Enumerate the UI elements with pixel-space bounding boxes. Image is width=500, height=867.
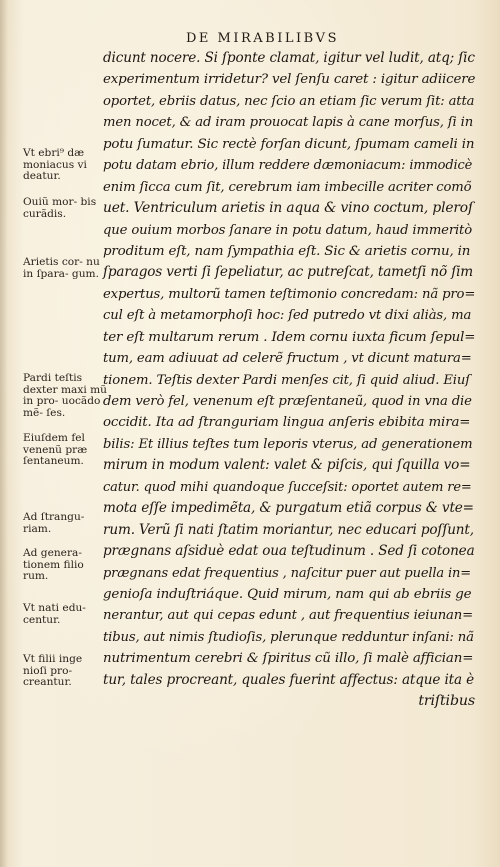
text-line: prægnans edat frequentius , naſcitur puer aut puella in= xyxy=(103,565,471,581)
text-line: tionem. Teſtis dexter Pardi menſes cit, ſi quid aliud. Eiuſ xyxy=(103,372,470,388)
note-ad-stranguriam: Ad ſtrangu- riam. xyxy=(23,511,85,535)
note-arietis-cornu: Arietis cor- nu in ſpara- gum. xyxy=(23,256,100,280)
text-line: prægnans aſsiduè edat oua teſtudinum . Sed ſi cotonea xyxy=(103,543,475,560)
text-line: ſparagos verti ſi ſepeliatur, ac putreſcat, tametſi nõ ſim xyxy=(103,264,474,281)
text-line: oportet, ebriis datus, nec ſcio an etiam ſic verum ſit: atta xyxy=(103,93,475,109)
text-line: cul eſt à metamorphoſi hoc: ſed putredo vt dixi aliàs, ma xyxy=(103,308,472,324)
text-line: dem verò fel, venenum eſt præſentaneũ, quod in vna die xyxy=(103,394,472,409)
note-ad-generationem: Ad genera- tionem filio rum. xyxy=(23,547,84,583)
margin-notes xyxy=(0,0,107,867)
text-line: tibus, aut nimis ſtudioſis, plerunque redduntur inſani: nã xyxy=(103,629,474,645)
text-line: expertus, multorũ tamen teſtimonio concredam: nã pro= xyxy=(103,286,476,302)
note-ouium-morbis: Ouiũ mor- bis curãdis. xyxy=(23,196,97,220)
text-line: uet. Ventriculum arietis in aqua & vino coctum, pleroſ xyxy=(103,200,473,217)
text-line: bilis: Et illius teſtes tum leporis vterus, ad generationem xyxy=(103,436,473,452)
note-vt-filii: Vt filii inge nioſi pro- creantur. xyxy=(23,653,83,689)
body-text xyxy=(103,48,475,713)
text-line: mirum in modum valent: valet & piſcis, qui ſquilla vo= xyxy=(103,457,471,474)
note-vt-ebrii: Vt ebri⁹ dæ moniacus vi deatur. xyxy=(23,147,87,183)
text-line: men nocet, & ad iram prouocat lapis à cane morſus, ſi in xyxy=(103,115,474,131)
text-line: occidit. Ita ad ſtranguriam lingua anſeris ebibita mira= xyxy=(103,415,471,431)
text-line: nutrimentum cerebri & ſpiritus cũ illo, ſi malè affician= xyxy=(103,651,474,667)
text-line: proditum eſt, nam ſympathia eſt. Sic & arietis cornu, in xyxy=(103,243,471,259)
note-vt-nati: Vt nati edu- centur. xyxy=(23,602,86,626)
text-line: experimentum irridetur? vel ſenſu caret : igitur adiicere xyxy=(103,72,476,88)
text-line: ter eſt multarum rerum . Idem cornu iuxta ficum ſepul= xyxy=(103,329,476,345)
text-line: enim ſicca cum ſit, cerebrum iam imbecille acriter comõ xyxy=(103,179,472,195)
text-line: nerantur, aut qui cepas edunt , aut frequentius ieiunan= xyxy=(103,608,474,624)
note-eiusdem-fel: Eiuſdem fel venenũ præ ſentaneum. xyxy=(23,432,88,468)
catchword: triſtibus xyxy=(418,693,475,710)
running-head: DE MIRABILIBVS xyxy=(186,31,339,46)
text-line: potu datam ebrio, illum reddere dæmoniacum: immodicè xyxy=(103,158,473,174)
text-line: que ouium morbos ſanare in potu datum, haud immeritò xyxy=(103,222,472,238)
text-line: tum, eam adiuuat ad celerẽ fructum , vt dicunt matura= xyxy=(103,351,472,367)
text-line: genioſa induſtriáque. Quid mirum, nam qui ab ebriis ge xyxy=(103,586,472,602)
text-line: tur, tales procreant, quales fuerint affectus: atque ita è xyxy=(103,671,474,688)
text-line: dicunt nocere. Si ſponte clamat, igitur vel ludit, atq; ſic xyxy=(103,50,475,66)
text-line: potu ſumatur. Sic rectè forſan dicunt, ſpumam cameli in xyxy=(103,136,475,152)
text-line: rum. Verũ ſi nati ſtatim moriantur, nec educari poſſunt, xyxy=(103,521,474,538)
note-pardi-testis: Pardi teſtis dexter maxi mũ in pro- uocãdo mẽ- ſes. xyxy=(23,372,107,419)
text-line: catur. quod mihi quandoque ſucceſsit: oportet autem re= xyxy=(103,479,472,495)
text-line: mota eſſe impedimẽta, & purgatum etiã corpus & vte= xyxy=(103,500,474,517)
